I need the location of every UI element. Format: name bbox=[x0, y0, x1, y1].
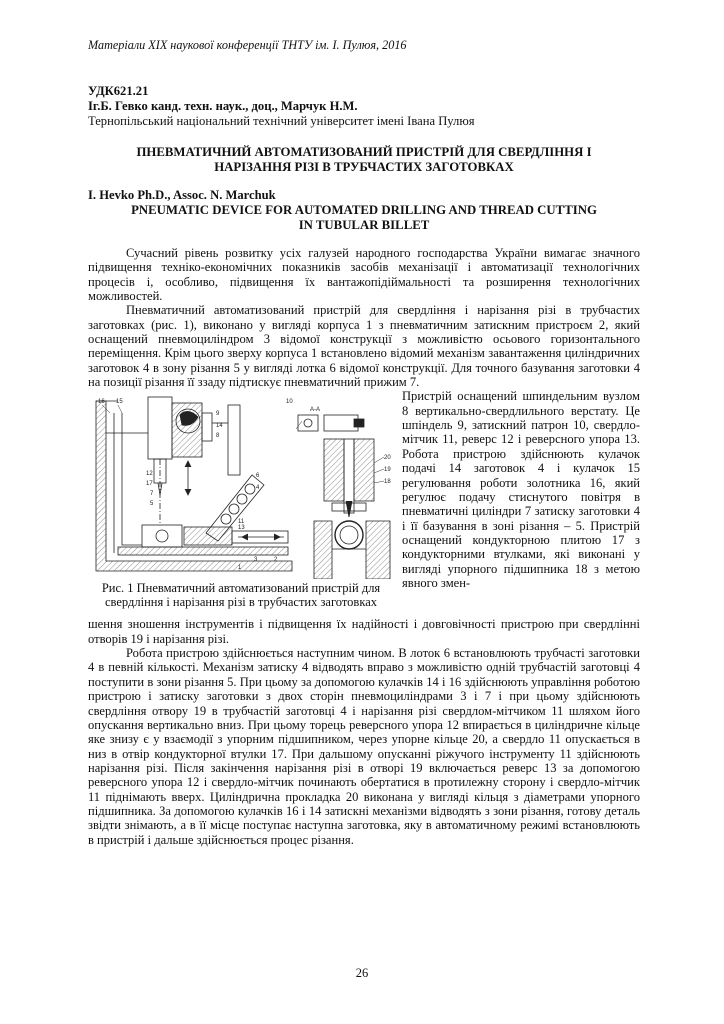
device-drawing bbox=[88, 393, 394, 579]
label-9: 9 bbox=[216, 411, 220, 418]
title-english-line-1: PNEUMATIC DEVICE FOR AUTOMATED DRILLING AND THREAD CUTTING bbox=[131, 203, 597, 217]
label-2: 2 bbox=[274, 557, 278, 564]
label-16: 16 bbox=[98, 399, 105, 406]
page-number: 26 bbox=[355, 966, 369, 980]
label-1: 1 bbox=[238, 565, 242, 572]
paragraph-1: Сучасний рівень розвитку усіх галузей народного господарства України вимагає значного підвищення техніко-економічних показників засобів механізації і автоматизації технологічних процесів і, особливо, підвищення їх вантажопідіймальності та розширення технологічних можливостей. bbox=[88, 246, 640, 304]
label-3: 3 bbox=[254, 557, 258, 564]
article-body bbox=[88, 246, 640, 847]
label-18: 18 bbox=[384, 479, 391, 486]
pneumatic-cylinder bbox=[184, 527, 232, 545]
label-10: 10 bbox=[286, 399, 293, 406]
paragraph-2: Пневматичний автоматизований пристрій для свердління і нарізання різі в трубчастих заготовках (рис. 1), виконано у вигляді корпуса 1 з пневматичним затискним пристроєм 2, який оснащений пневмоциліндром 3 відомої конструкції з можливістю осьового горизонтального переміщення. Крім цього зверху корпуса 1 встановлено відомий механізм завантаження циліндричних заготовок 4 в зону різання 5 у вигляді лотка 6 відомої конструкції. Для точного базування заготовки 4 на позиції різання її ззаду підтискує пневматичний прижим 7. bbox=[88, 303, 640, 390]
authors-ukrainian: Іг.Б. Гевко канд. техн. наук., доц., Марчук Н.М. bbox=[88, 99, 358, 113]
running-header: Матеріали ХІХ наукової конференції ТНТУ ім. І. Пулюя, 2016 bbox=[88, 38, 407, 52]
authors-english: I. Hevko Ph.D., Assoc. N. Marchuk bbox=[88, 188, 276, 202]
title-ukrainian-line-2: НАРІЗАННЯ РІЗІ В ТРУБЧАСТИХ ЗАГОТОВКАХ bbox=[214, 159, 514, 174]
figure-caption: Рис. 1 Пневматичний автоматизований пристрій для свердління і нарізання різі в трубчастих заготовках bbox=[101, 581, 381, 610]
title-ukrainian bbox=[88, 145, 640, 174]
label-13: 13 bbox=[238, 525, 245, 532]
label-14: 14 bbox=[216, 423, 223, 430]
label-17: 17 bbox=[146, 481, 153, 488]
label-7: 7 bbox=[150, 491, 154, 498]
label-8: 8 bbox=[216, 433, 220, 440]
paragraph-3-continued: шення зношення інструментів і підвищення їх надійності і довговічності пристрою при свердлінні отворів 19 і нарізання різі. bbox=[88, 617, 640, 646]
title-ukrainian-line-1: ПНЕВМАТИЧНИЙ АВТОМАТИЗОВАНИЙ ПРИСТРІЙ ДЛЯ СВЕРДЛІННЯ І bbox=[136, 145, 592, 159]
label-15: 15 bbox=[116, 399, 123, 406]
figure-1 bbox=[88, 393, 394, 617]
spindle-column bbox=[148, 397, 172, 459]
page bbox=[88, 38, 640, 847]
label-6: 6 bbox=[256, 473, 260, 480]
paragraph-3-wrapped: Пристрій оснащений шпиндельним вузлом 8 вертикально-свердлильного верстату. Це шпіндель 9, затискний патрон 10, свердло-мітчик 11, реверс 12 і реверсного упора 13. Робота пристрою здійснюють кулачок подачі 14 заготовок 4 і кулачок 15 регулювання роботи золотника 16, який регулює подачу стиснутого повітря в пневматичні циліндри 7 затиску заготовки 4 і її базування в зоні різання – 5. Пристрій оснащений кондукторною плитою 17 з кондукторними втулками, які виконані у вигляді упорного підшипника 18 з метою явного змен- bbox=[402, 389, 640, 590]
section-label: А-А bbox=[310, 407, 321, 414]
paragraph-4: Робота пристрою здійснюється наступним чином. В лоток 6 встановлюють трубчасті заготовки 4 в певній кількості. Механізм затиску 4 відводять вправо з можливістю одній трубчастій заготовці 4 поступити в зони різання 5. При цьому за допомогою кулачків 14 і 16 здійснюють управління роботою пристрою і затиску заготовки з двох сторін пневмоциліндрами 3 і 7 і при цьому здійснюють свердління отвору 19 в трубчастій заготовці 4 і нарізання різі свердлом-мітчиком 11 шляхом його опускання вертикально вниз. При цьому торець реверсного упора 12 впирається в циліндричне кільце яке знизу є у взаємодії з упорним підшипником, через упорне кільце 20, а свердло 11 опускається в низ в отвір кондукторної втулки 17. При дальшому опусканні ріжучого інструменту 11 здійснюють нарізання різі. Після закінчення нарізання різі в отворі 19 включається реверс 13 за допомогою реверсного упора 12 і свердло-мітчик починають обертатися в протилежну сторону і свердло-мітчик 11 піднімають вверх. Циліндрична прокладка 20 виконана у вигляді кільця з діаметрами упорного підшипника. За допомогою кулачків 16 і 14 затискні механізми відводять з зони різання, готову деталь звідти знімають, а в її місце поступає наступна заготовка, яку в автоматичному режимі встановлюють в пристрій і дальше здійснюється процес різання. bbox=[88, 646, 640, 847]
title-english-line-2: IN TUBULAR BILLET bbox=[298, 217, 430, 232]
label-12: 12 bbox=[146, 471, 153, 478]
title-english bbox=[88, 203, 640, 232]
label-20: 20 bbox=[384, 455, 391, 462]
affiliation: Тернопільський національний технічний університет імені Івана Пулюя bbox=[88, 114, 475, 128]
label-11: 11 bbox=[238, 519, 245, 526]
label-4: 4 bbox=[256, 485, 260, 492]
udc-code: УДК621.21 bbox=[88, 84, 149, 98]
label-19: 19 bbox=[384, 467, 391, 474]
tubular-billet bbox=[335, 521, 363, 549]
label-5: 5 bbox=[150, 501, 154, 508]
